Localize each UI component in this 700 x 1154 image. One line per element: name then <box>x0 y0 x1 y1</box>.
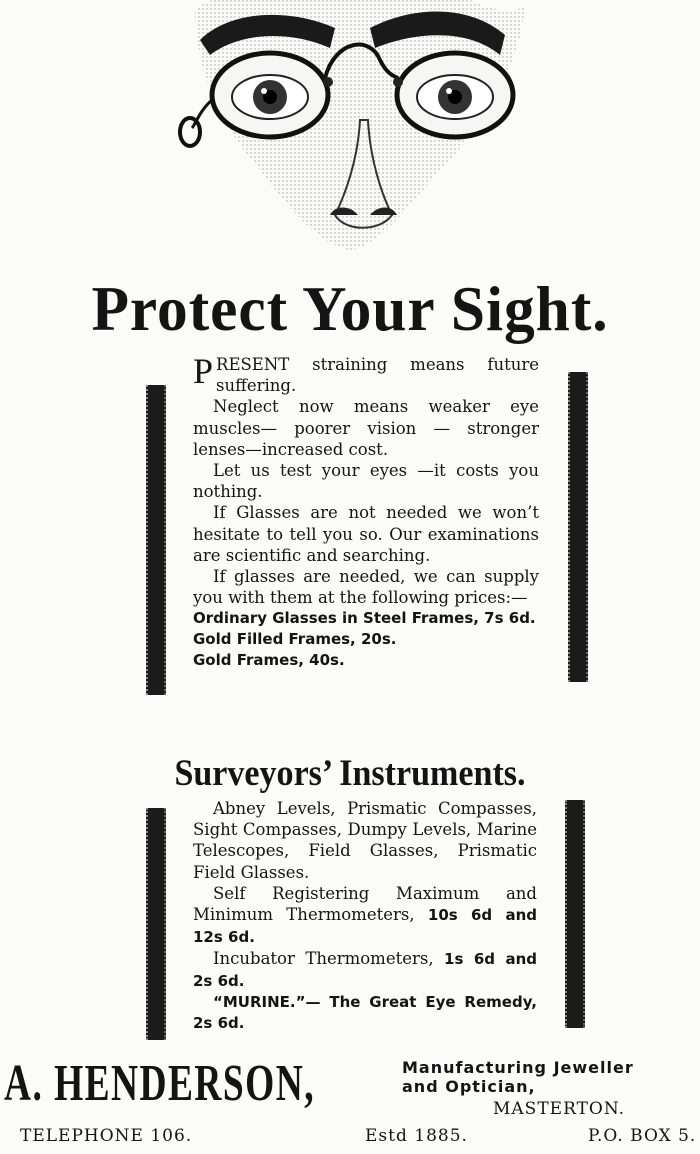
thermometer-price: 10s 6d and 12s 6d. <box>193 906 537 947</box>
po-box: P.O. BOX 5. <box>588 1126 697 1146</box>
drop-cap: P <box>193 351 214 391</box>
surveyors-text-column <box>193 798 537 1034</box>
established-date: Estd 1885. <box>365 1126 468 1146</box>
surveyors-heading: Surveyors’ Instruments. <box>174 753 526 794</box>
instruments-list: Abney Levels, Prismatic Compasses, Sight Compasses, Dumpy Levels, Marine Telescopes, Field Glasses, Prismatic Field Glasses. <box>193 799 537 882</box>
right-decorative-rule-2 <box>565 800 585 1028</box>
optical-text-column <box>193 351 539 671</box>
headline: Protect Your Sight. <box>91 273 609 344</box>
firm-description <box>402 1058 634 1096</box>
murine-remedy: “MURINE.”— The Great Eye Remedy, 2s 6d. <box>193 993 537 1033</box>
optical-paragraph-4: If Glasses are not needed we won’t hesitate to tell you so. Our examinations are scientific and searching. <box>193 503 539 565</box>
optical-paragraph-1: RESENT straining means future suffering. <box>216 355 539 396</box>
price-gold-frames: Gold Frames, 40s. <box>193 651 345 670</box>
left-decorative-rule <box>146 385 166 695</box>
left-decorative-rule-2 <box>146 808 166 1040</box>
incubator-price: 1s 6d and 2s 6d. <box>193 950 537 991</box>
optical-paragraph-2: Neglect now means weaker eye muscles— poorer vision — stronger lenses—increased cost. <box>193 397 539 459</box>
incubator-text: Incubator Thermometers, <box>213 949 434 969</box>
telephone: TELEPHONE 106. <box>20 1126 193 1146</box>
optical-paragraph-3: Let us test your eyes —it costs you nothing. <box>193 461 539 502</box>
price-steel-frames: Ordinary Glasses in Steel Frames, 7s 6d. <box>193 609 536 628</box>
face-with-spectacles-illustration <box>170 0 535 260</box>
firm-description-line-1: Manufacturing Jeweller <box>402 1058 634 1077</box>
price-gold-filled-frames: Gold Filled Frames, 20s. <box>193 630 397 649</box>
right-decorative-rule <box>568 372 588 682</box>
firm-name: A. HENDERSON, <box>4 1055 316 1112</box>
thermometer-text: Self Registering Maximum and Minimum Thermometers, <box>193 883 537 925</box>
firm-description-line-2: and Optician, <box>402 1077 536 1096</box>
firm-town: MASTERTON. <box>493 1099 626 1119</box>
optical-paragraph-5: If glasses are needed, we can supply you with them at the following prices:— <box>193 567 539 608</box>
